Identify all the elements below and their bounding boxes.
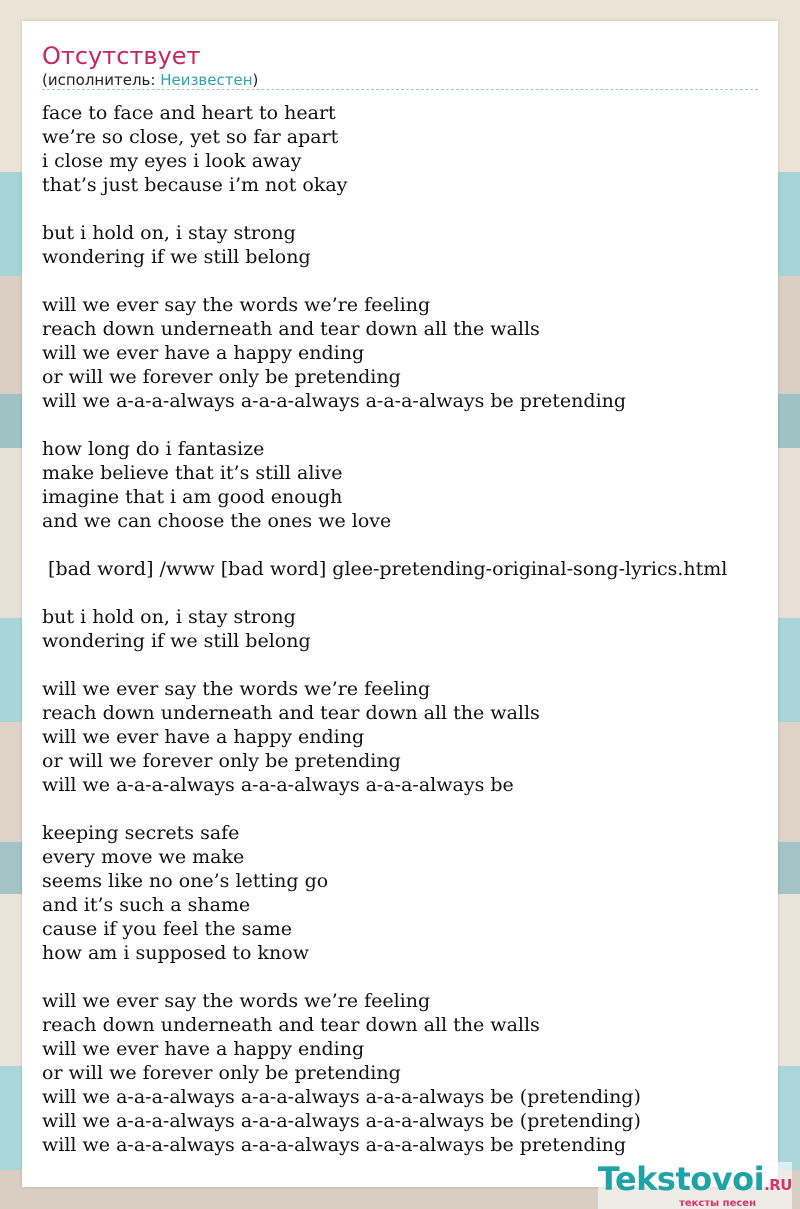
lyric-line: reach down underneath and tear down all the walls (42, 702, 540, 724)
lyric-line (42, 413, 727, 437)
lyric-line: keeping secrets safe (42, 822, 240, 844)
artist-prefix: (исполнитель: (42, 71, 161, 89)
lyric-line: or will we forever only be pretending (42, 1062, 401, 1084)
lyrics-card (22, 21, 778, 1187)
lyric-line: wondering if we still belong (42, 246, 311, 268)
lyric-line: face to face and heart to heart (42, 102, 336, 124)
lyric-line: will we ever have a happy ending (42, 342, 365, 364)
logo-name: Tekstovoi (597, 1160, 765, 1198)
title-divider (42, 89, 758, 90)
lyric-line: but i hold on, i stay strong (42, 606, 296, 628)
lyric-line: [bad word] /www [bad word] glee-pretending-original-song-lyrics.html (42, 558, 728, 580)
lyrics-body (42, 101, 727, 1157)
lyric-line: i close my eyes i look away (42, 150, 302, 172)
lyric-line: will we a-a-a-always a-a-a-always a-a-a-always be (pretending) (42, 1086, 641, 1108)
lyric-line: or will we forever only be pretending (42, 750, 401, 772)
lyric-line: will we ever say the words we’re feeling (42, 294, 431, 316)
logo-tld: .RU (764, 1176, 792, 1194)
lyric-line: that’s just because i’m not okay (42, 174, 348, 196)
lyric-line: or will we forever only be pretending (42, 366, 401, 388)
lyric-line: and it’s such a shame (42, 894, 251, 916)
lyric-line: will we ever say the words we’re feeling (42, 990, 431, 1012)
lyric-line: will we a-a-a-always a-a-a-always a-a-a-always be pretending (42, 390, 627, 412)
lyric-line (42, 581, 727, 605)
lyric-line: and we can choose the ones we love (42, 510, 392, 532)
lyric-line: reach down underneath and tear down all the walls (42, 1014, 540, 1036)
logo-tagline: тексты песен (679, 1198, 756, 1209)
lyric-line: but i hold on, i stay strong (42, 222, 296, 244)
lyric-line (42, 965, 727, 989)
lyric-line (42, 653, 727, 677)
artist-link[interactable]: Неизвестен (160, 71, 253, 89)
artist-line (42, 71, 258, 89)
lyric-line: make believe that it’s still alive (42, 462, 343, 484)
lyric-line: will we ever have a happy ending (42, 726, 365, 748)
artist-suffix: ) (252, 71, 259, 89)
lyric-line: reach down underneath and tear down all the walls (42, 318, 540, 340)
lyric-line: will we a-a-a-always a-a-a-always a-a-a-always be (42, 774, 514, 796)
lyric-line: cause if you feel the same (42, 918, 292, 940)
song-title: Отсутствует (42, 42, 201, 70)
lyric-line: we’re so close, yet so far apart (42, 126, 339, 148)
lyric-line (42, 533, 727, 557)
lyric-line: will we ever say the words we’re feeling (42, 678, 431, 700)
site-logo[interactable] (598, 1162, 792, 1209)
lyric-line: how long do i fantasize (42, 438, 265, 460)
lyric-line (42, 269, 727, 293)
lyric-line: every move we make (42, 846, 245, 868)
lyric-line: imagine that i am good enough (42, 486, 343, 508)
lyric-line: wondering if we still belong (42, 630, 311, 652)
lyric-line (42, 197, 727, 221)
lyric-line: seems like no one’s letting go (42, 870, 329, 892)
lyric-line: will we a-a-a-always a-a-a-always a-a-a-always be (pretending) (42, 1110, 641, 1132)
lyric-line (42, 797, 727, 821)
lyric-line: will we a-a-a-always a-a-a-always a-a-a-always be pretending (42, 1134, 627, 1156)
lyric-line: will we ever have a happy ending (42, 1038, 365, 1060)
lyric-line: how am i supposed to know (42, 942, 309, 964)
